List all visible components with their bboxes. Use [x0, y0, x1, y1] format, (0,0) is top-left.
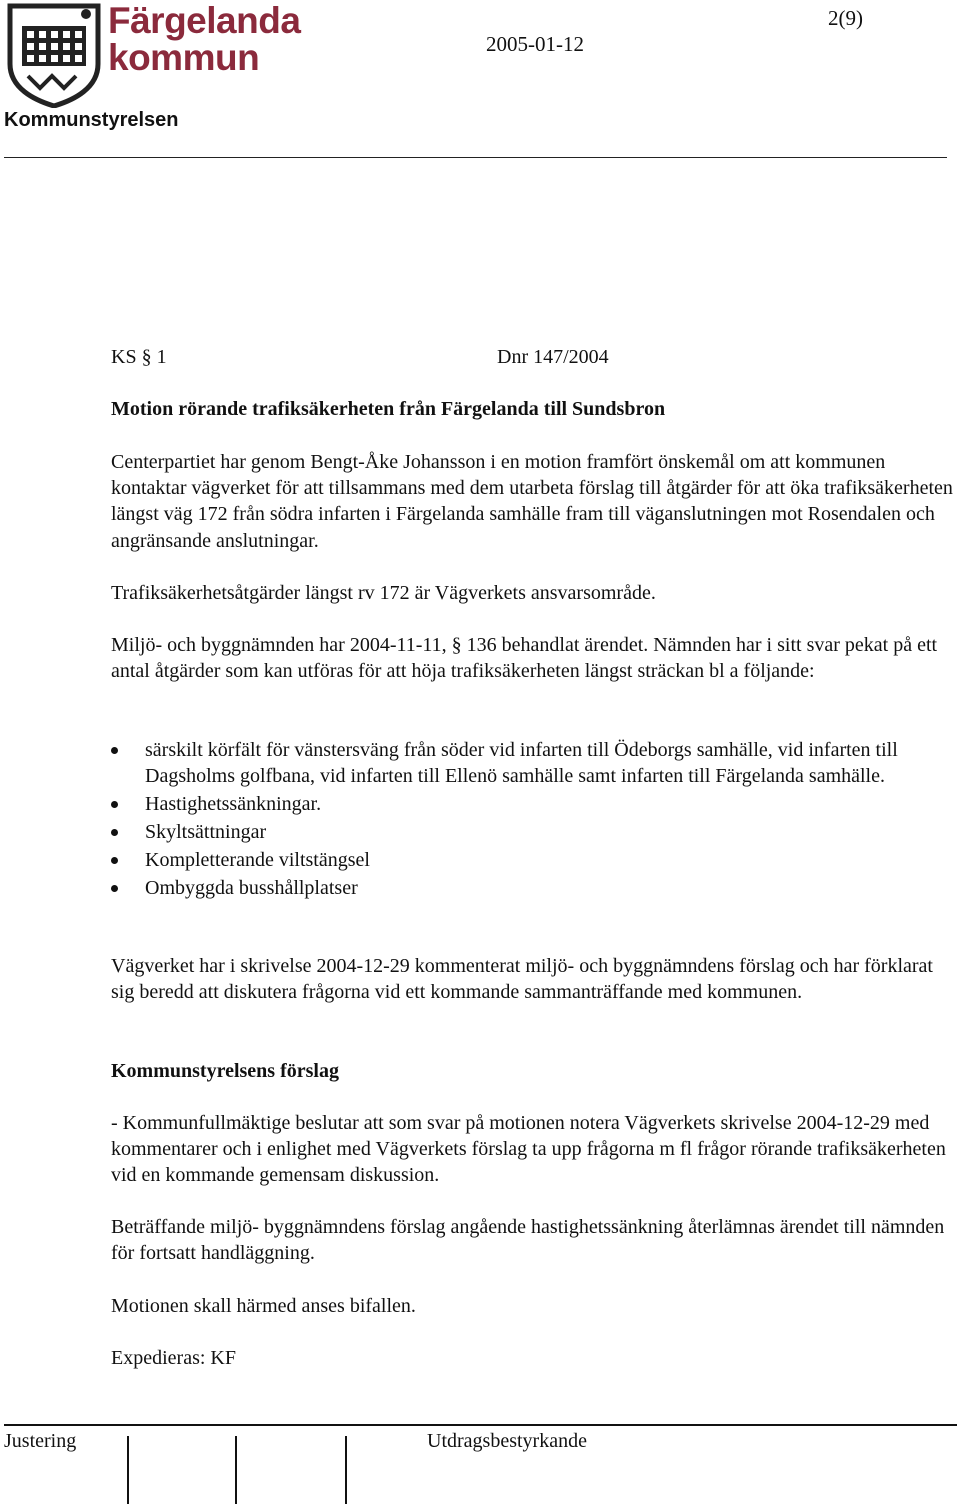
footer-justering: Justering [4, 1430, 77, 1452]
paragraph-dispatch: Expedieras: KF [111, 1347, 236, 1369]
paragraph-responsibility: Trafiksäkerhetsåtgärder längst rv 172 är Vägverkets ansvarsområde. [111, 582, 656, 604]
case-dnr: Dnr 147/2004 [497, 346, 609, 368]
coat-of-arms-icon [4, 2, 104, 108]
list-item-text: särskilt körfält för vänstersväng från söder vid infarten till Ödeborgs samhälle, vid infarten till Dagsholms golfbana, vid infarten till Ellenö samhälle samt infarten till Färgelanda samhälle. [145, 739, 898, 788]
proposal-heading: Kommunstyrelsens förslag [111, 1060, 339, 1082]
page-number: 2(9) [828, 6, 863, 30]
paragraph-vagverket: Vägverket har i skrivelse 2004-12-29 kommenterat miljö- och byggnämndens förslag och har förklarat sig beredd att diskutera frågorna vid ett kommande sammanträffande med kommunen. [111, 955, 933, 1004]
bullet-icon [111, 801, 118, 808]
paragraph-approved: Motionen skall härmed anses bifallen. [111, 1295, 416, 1317]
logo-line-2: kommun [108, 37, 260, 78]
logo-line-1: Färgelanda [108, 0, 301, 41]
list-item [111, 819, 957, 845]
signature-line [235, 1436, 237, 1504]
list-item [111, 875, 957, 901]
list-item [111, 737, 957, 789]
logo-wordmark [108, 2, 300, 76]
bullet-icon [111, 829, 118, 836]
footer-divider [4, 1424, 957, 1426]
footer-utdrag: Utdragsbestyrkande [427, 1430, 587, 1452]
bullet-icon [111, 857, 118, 864]
list-item [111, 847, 957, 873]
signature-line [345, 1436, 347, 1504]
bullet-icon [111, 885, 118, 892]
paragraph-committee: Miljö- och byggnämnden har 2004-11-11, § 136 behandlat ärendet. Nämnden har i sitt svar pekat på ett antal åtgärder som kan utföras för att höja trafiksäkerheten längst sträckan bl a följande: [111, 634, 938, 683]
case-title: Motion rörande trafiksäkerheten från Färgelanda till Sundsbron [111, 398, 666, 420]
list-item-text: Ombyggda busshållplatser [145, 877, 358, 900]
paragraph-proposal: - Kommunfullmäktige beslutar att som svar på motionen notera Vägverkets skrivelse 2004-12-29 med kommentarer och i enlighet med Vägverkets förslag ta upp frågorna m fl frågor rörande trafiksäkerheten vid en kommande gemensam diskussion. [111, 1112, 946, 1187]
list-item-text: Hastighetssänkningar. [145, 793, 322, 816]
department-name: Kommunstyrelsen [4, 109, 179, 131]
list-item-text: Kompletterande viltstängsel [145, 849, 370, 872]
document-date: 2005-01-12 [486, 32, 584, 56]
paragraph-speed: Beträffande miljö- byggnämndens förslag angående hastighetssänkning återlämnas ärendet till nämnden för fortsatt handläggning. [111, 1216, 945, 1265]
header-divider [4, 157, 947, 158]
paragraph-motion: Centerpartiet har genom Bengt-Åke Johansson i en motion framfört önskemål om att kommunen kontaktar vägverket för att tillsammans med dem utarbeta förslag till åtgärder för att öka trafiksäkerheten längst väg 172 från södra infarten i Färgelanda samhälle fram till väganslutningen mot Rosendalen och angränsande anslutningar. [111, 451, 953, 552]
list-item-text: Skyltsättningar [145, 821, 267, 844]
measures-list [111, 737, 957, 903]
list-item [111, 791, 957, 817]
case-id: KS § 1 [111, 346, 167, 368]
bullet-icon [111, 747, 118, 754]
signature-line [127, 1436, 129, 1504]
